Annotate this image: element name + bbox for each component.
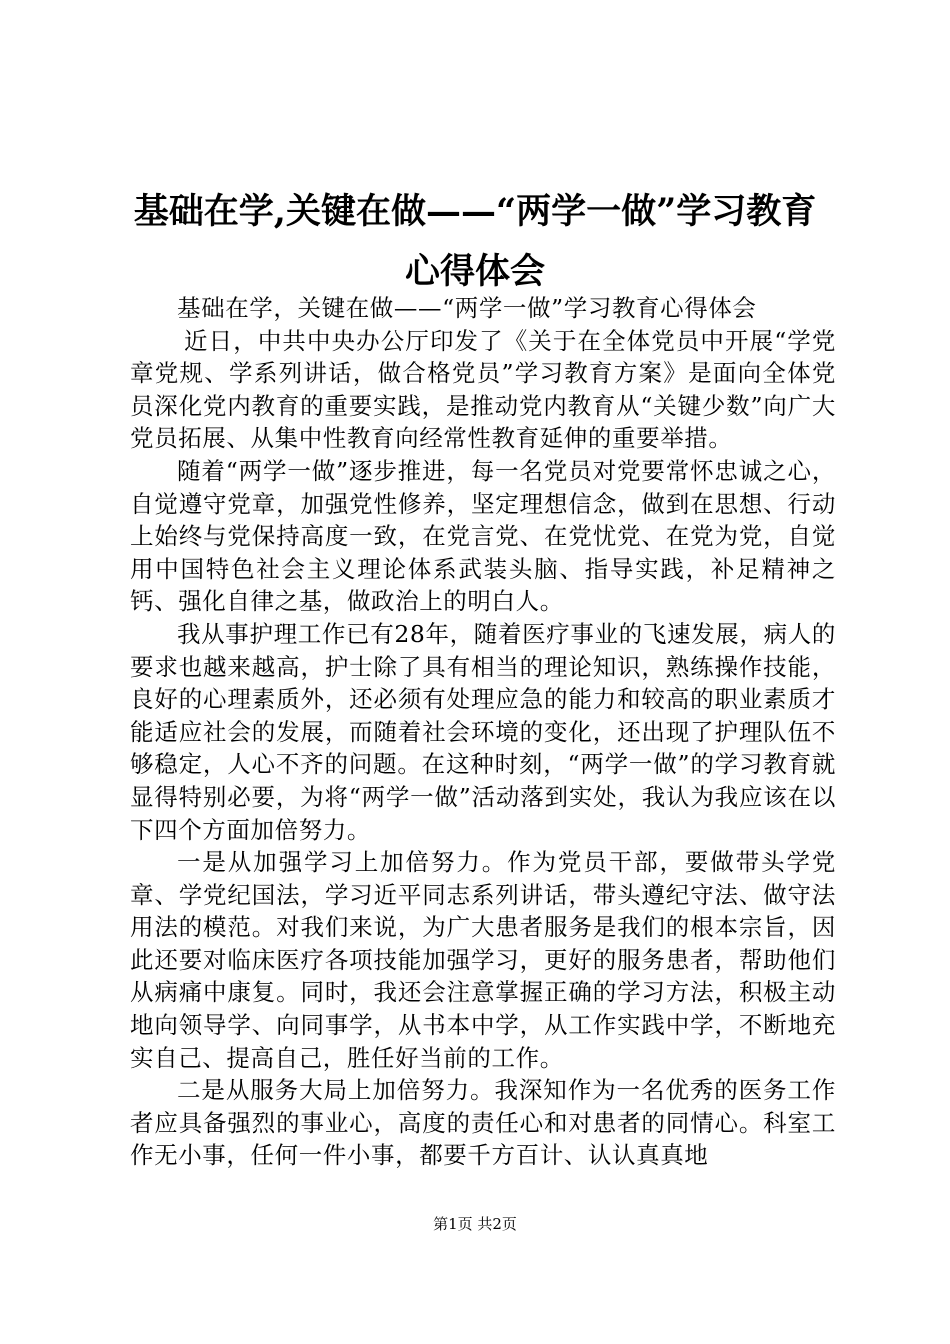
paragraph: 近日，中共中央办公厅印发了《关于在全体党员中开展“学党章党规、学系列讲话，做合格党员”学习教育方案》是面向全体党员深化党内教育的重要实践，是推动党内教育从“关键少数”向广大党员拓展、从集中性教育向经常性教育延伸的重要举措。: [130, 326, 836, 453]
paragraph: 随着“两学一做”逐步推进，每一名党员对党要常怀忠诚之心，自觉遵守党章，加强党性修养，坚定理想信念，做到在思想、行动上始终与党保持高度一致，在党言党、在党忧党、在党为党，自觉用中国特色社会主义理论体系武装头脑、指导实践，补足精神之钙、强化自律之基，做政治上的明白人。: [130, 456, 836, 616]
page-footer: 第1页 共2页: [433, 1215, 517, 1233]
paragraph: 我从事护理工作已有28年，随着医疗事业的飞速发展，病人的要求也越来越高，护士除了具有相当的理论知识，熟练操作技能，良好的心理素质外，还必须有处理应急的能力和较高的职业素质才能适应社会的发展，而随着社会环境的变化，还出现了护理队伍不够稳定，人心不齐的问题。在这种时刻，“两学一做”的学习教育就显得特别必要，为将“两学一做”活动落到实处，我认为我应该在以下四个方面加倍努力。: [130, 619, 836, 844]
paragraph: 一是从加强学习上加倍努力。作为党员干部，要做带头学党章、学党纪国法，学习近平同志系列讲话，带头遵纪守法、做守法用法的模范。对我们来说，为广大患者服务是我们的根本宗旨，因此还要对临床医疗各项技能加强学习，更好的服务患者，帮助他们从病痛中康复。同时，我还会注意掌握正确的学习方法，积极主动地向领导学、向同事学，从书本中学，从工作实践中学，不断地充实自己、提高自己，胜任好当前的工作。: [130, 848, 836, 1072]
paragraph: 二是从服务大局上加倍努力。我深知作为一名优秀的医务工作者应具备强烈的事业心，高度的责任心和对患者的同情心。科室工作无小事，任何一件小事，都要千方百计、认认真真地: [130, 1076, 836, 1170]
paragraph-subtitle: 基础在学，关键在做——“两学一做”学习教育心得体会: [177, 294, 757, 322]
document-title: 基础在学,关键在做——“两学一做”学习教育心得体会: [133, 191, 817, 292]
document-body: [130, 292, 836, 1172]
